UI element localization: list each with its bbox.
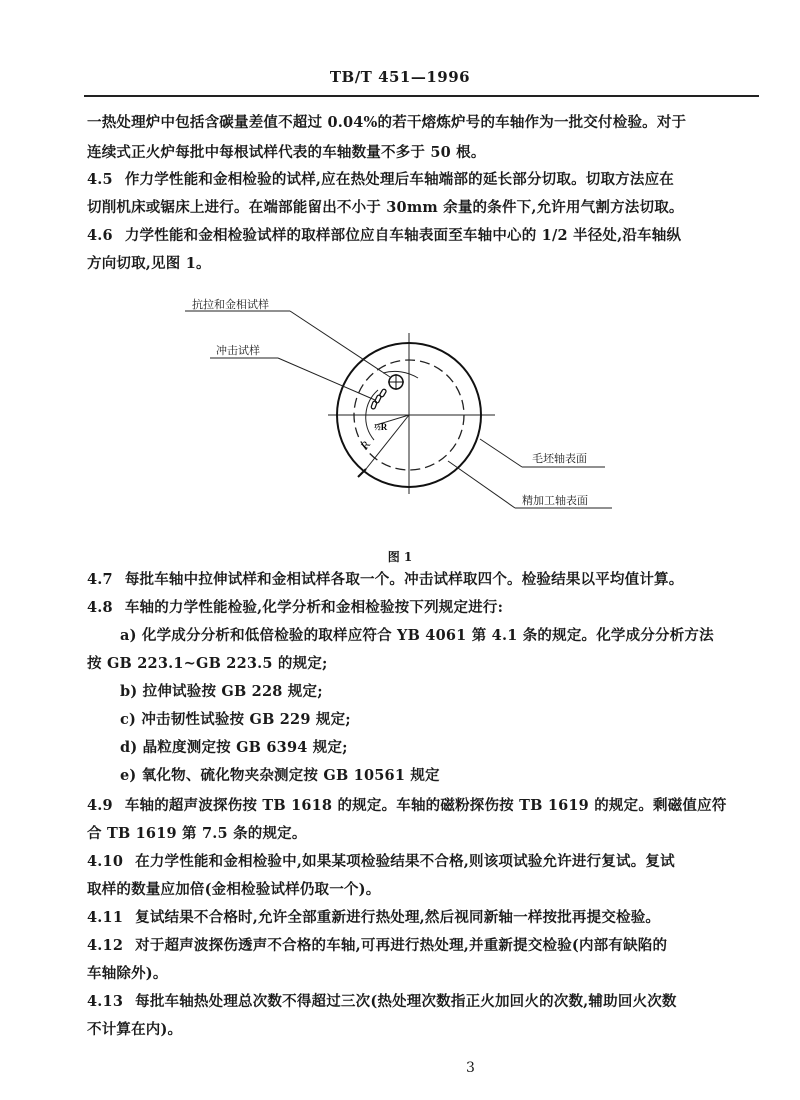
clause-4-12: [87, 936, 667, 956]
label-tensile-metallographic-specimen: 抗拉和金相试样: [192, 298, 269, 311]
clause-text: 车轴的力学性能检验,化学分析和金相检验按下列规定进行:: [124, 599, 504, 616]
clause-text: 每批车轴热处理总次数不得超过三次(热处理次数指正火加回火的次数,辅助回火次数: [135, 993, 677, 1010]
line-text: 按 GB 223.1~GB 223.5 的规定;: [87, 655, 328, 672]
clause-4-10: [87, 852, 675, 872]
list-item-c: [120, 710, 351, 730]
list-item-b: [120, 682, 323, 702]
svg-text:R: R: [359, 438, 374, 452]
clause-number: 4.10: [87, 853, 124, 870]
clause-text: 在力学性能和金相检验中,如果某项检验结果不合格,则该项试验允许进行复试。复试: [135, 853, 675, 870]
line-text: 方向切取,见图 1。: [87, 255, 211, 272]
line-text: e) 氧化物、硫化物夹杂测定按 GB 10561 规定: [120, 767, 440, 784]
figure-1-diagram: [150, 270, 650, 530]
paragraph-line: [87, 1020, 182, 1040]
line-text: 切削机床或锯床上进行。在端部能留出不小于 30mm 余量的条件下,允许用气割方法切取。: [87, 199, 684, 216]
line-text: c) 冲击韧性试验按 GB 229 规定;: [120, 711, 351, 728]
label-impact-specimen: 冲击试样: [216, 344, 260, 357]
paragraph-line: [87, 198, 684, 218]
clause-4-6: [87, 226, 681, 246]
line-text: 连续式正火炉每批中每根试样代表的车轴数量不多于 50 根。: [87, 144, 486, 161]
clause-4-11: [87, 908, 660, 928]
clause-4-5: [87, 170, 674, 190]
figure-caption: 图 1: [387, 550, 413, 564]
paragraph-line: [87, 964, 168, 984]
clause-text: 复试结果不合格时,允许全部重新进行热处理,然后视同新轴一样按批再提交检验。: [135, 909, 661, 926]
list-item-d: [120, 738, 348, 758]
clause-number: 4.5: [87, 171, 113, 188]
header-rule: [84, 95, 759, 97]
page-header-title: TB/T 451—1996: [329, 68, 471, 86]
paragraph-line: [87, 824, 307, 844]
line-text: 不计算在内)。: [87, 1021, 183, 1038]
label-blank-surface: 毛坯轴表面: [532, 452, 587, 465]
clause-number: 4.12: [87, 937, 124, 954]
clause-4-9: [87, 796, 727, 816]
clause-text: 车轴的超声波探伤按 TB 1618 的规定。车轴的磁粉探伤按 TB 1619 的规定。剩磁值应符: [124, 797, 727, 814]
line-text: 车轴除外)。: [87, 965, 168, 982]
clause-text: 对于超声波探伤透声不合格的车轴,可再进行热处理,并重新提交检验(内部有缺陷的: [135, 937, 668, 954]
clause-number: 4.8: [87, 599, 113, 616]
paragraph-line: [87, 113, 686, 133]
clause-4-8: [87, 598, 503, 618]
clause-text: 力学性能和金相检验试样的取样部位应自车轴表面至车轴中心的 1/2 半径处,沿车轴纵: [124, 227, 682, 244]
line-text: 一热处理炉中包括含碳量差值不超过 0.04%的若干熔炼炉号的车轴作为一批交付检验。对于: [87, 114, 687, 131]
label-finished-surface: 精加工轴表面: [522, 494, 588, 507]
line-text: 合 TB 1619 第 7.5 条的规定。: [87, 825, 307, 842]
page-number: 3: [466, 1060, 475, 1076]
clause-number: 4.11: [87, 909, 124, 926]
line-text: b) 拉伸试验按 GB 228 规定;: [120, 683, 323, 700]
line-text: d) 晶粒度测定按 GB 6394 规定;: [120, 739, 348, 756]
clause-number: 4.13: [87, 993, 124, 1010]
clause-number: 4.7: [87, 571, 113, 588]
paragraph-line: [87, 143, 486, 163]
clause-4-7: [87, 570, 683, 590]
clause-text: 每批车轴中拉伸试样和金相试样各取一个。冲击试样取四个。检验结果以平均值计算。: [124, 571, 684, 588]
list-item-e: [120, 766, 440, 786]
clause-number: 4.9: [87, 797, 113, 814]
clause-4-13: [87, 992, 677, 1012]
list-item-a: [120, 626, 714, 646]
paragraph-line: [87, 654, 328, 674]
paragraph-line: [87, 880, 380, 900]
line-text: a) 化学成分分析和低倍检验的取样应符合 YB 4061 第 4.1 条的规定。化学成分分析方法: [120, 627, 714, 644]
clause-number: 4.6: [87, 227, 113, 244]
line-text: 取样的数量应加倍(金相检验试样仍取一个)。: [87, 881, 381, 898]
clause-text: 作力学性能和金相检验的试样,应在热处理后车轴端部的延长部分切取。切取方法应在: [124, 171, 674, 188]
svg-text:½R: ½R: [374, 422, 388, 432]
